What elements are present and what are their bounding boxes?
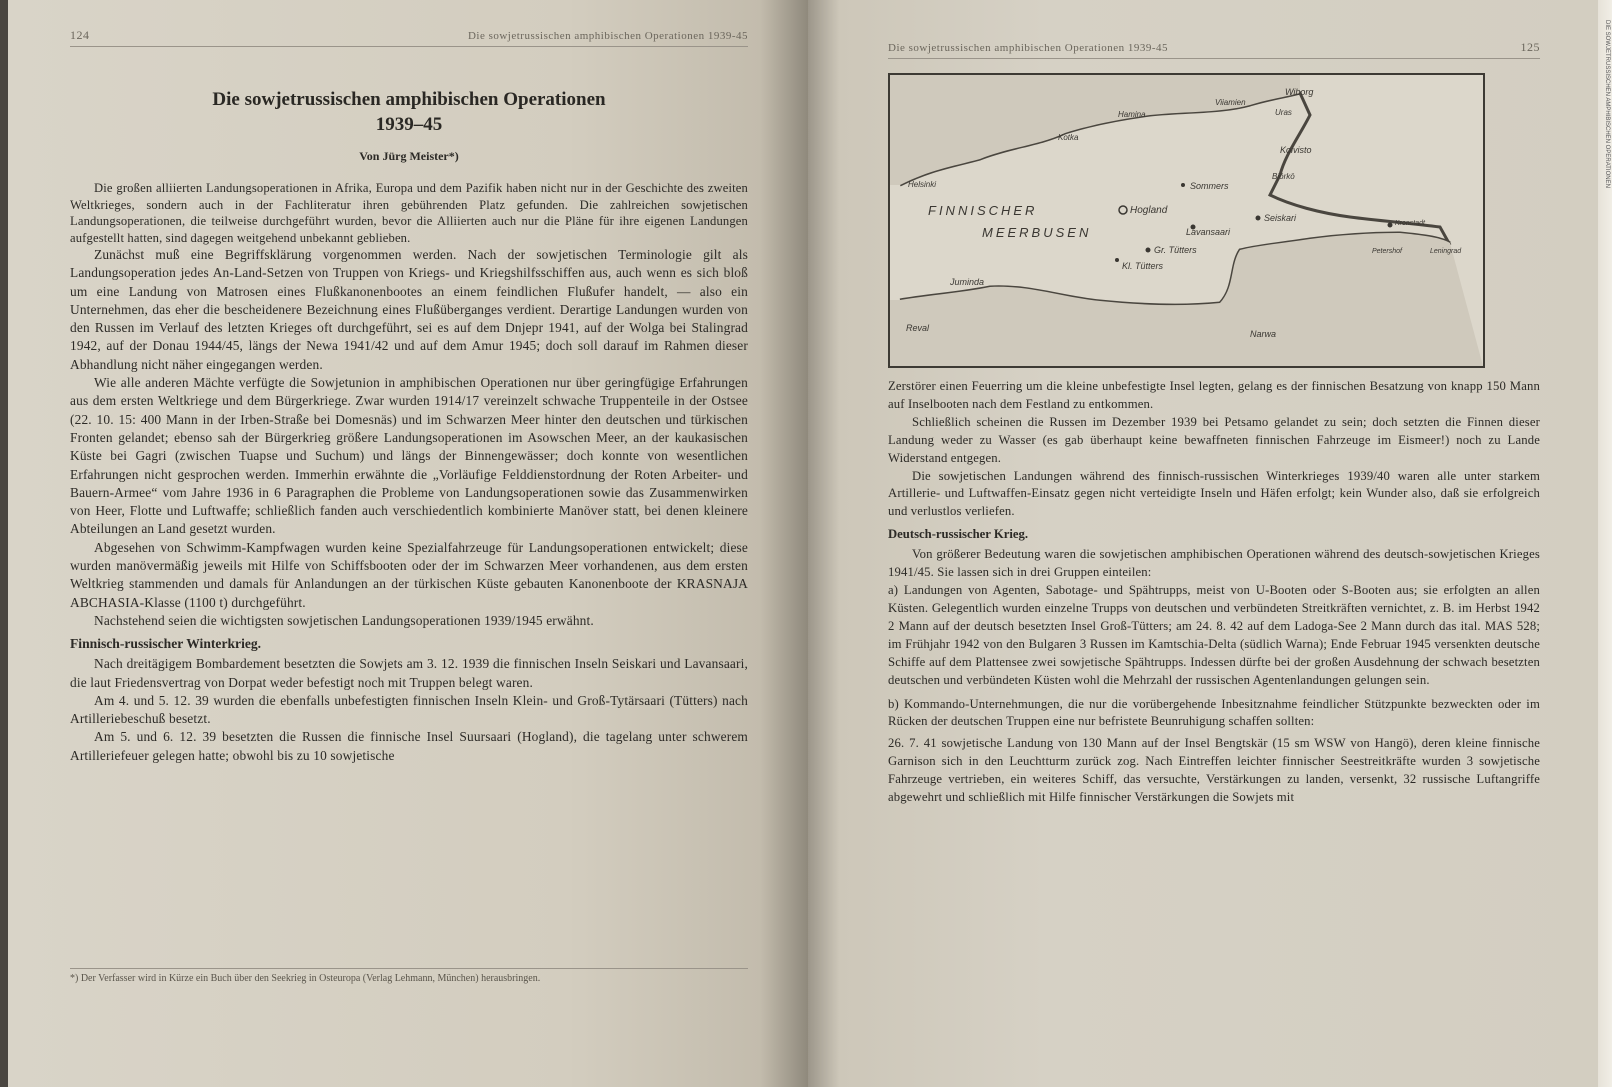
map-place: Reval (906, 323, 930, 333)
map-place: Hamina (1118, 110, 1146, 119)
map-sea-label-2: MEERBUSEN (982, 225, 1092, 240)
map-island (1181, 183, 1185, 187)
map-place: Kotka (1058, 133, 1079, 142)
map-place: Kl. Tütters (1122, 261, 1164, 271)
right-running-head (888, 40, 1540, 59)
footnote: *) Der Verfasser wird in Kürze ein Buch über den Seekrieg in Osteuropa (Verlag Lehmann, München) herausbringen. (70, 968, 748, 984)
map-place: Kronstadt (1395, 220, 1425, 227)
paragraph: Am 4. und 5. 12. 39 wurden die ebenfalls unbefestigten finnischen Inseln Klein- und Groß-Tytärsaari (Tütters) nach Artilleriebeschuß besetzt. (70, 692, 748, 727)
map-island (1115, 258, 1119, 262)
paragraph: Von größerer Bedeutung waren die sowjetischen amphibischen Operationen während des deutsch-sowjetischen Krieges 1941/45. Sie lassen sich in drei Gruppen einteilen: (888, 547, 1540, 580)
map-place: Juminda (950, 277, 985, 287)
map-place: Narwa (1250, 329, 1277, 339)
section-heading: Finnisch-russischer Winterkrieg. (70, 636, 262, 652)
map-place: Wiborg (1285, 87, 1314, 97)
paragraph: Abgesehen von Schwimm-Kampfwagen wurden keine Spezialfahrzeuge für Landungsoperationen entwickelt; diese wurden manövermäßig jeweils mit Hilfe von Schiffsbooten oder der im Schwarzen Meer vorhandenen, aus dem ersten Weltkrieg stammenden und damals für Anlandungen an der türkischen Küste gebauten Kanonenboote der KRASNAJA ABCHASIA-Klasse (1100 t) durchgeführt. (70, 539, 748, 610)
map-place: Viiamien (1215, 98, 1246, 107)
paragraph: Zerstörer einen Feuerring um die kleine unbefestigte Insel legten, gelang es der finnischen Besatzung von knapp 150 Mann auf Inselbooten nach dem Festland zu entkommen. (888, 379, 1540, 411)
article-title-years: 1939–45 (375, 114, 443, 135)
map-sea-label-1: FINNISCHER (928, 203, 1038, 218)
page-edge (1598, 0, 1612, 1087)
article-author: Von Jürg Meister*) (359, 149, 459, 163)
map-place: Helsinki (908, 180, 937, 189)
map-place: Lavansaari (1186, 227, 1231, 237)
edge-label: DIE SOWJETRUSSISCHEN AMPHIBISCHEN OPERATIONEN (1604, 20, 1610, 188)
map-place: Seiskari (1264, 213, 1297, 223)
left-running-head-text: Die sowjetrussischen amphibischen Operationen 1939-45 (467, 30, 748, 42)
left-page-number: 124 (70, 28, 90, 42)
article-title (70, 87, 748, 137)
map-place: Gr. Tütters (1154, 245, 1197, 255)
right-page (808, 0, 1598, 1087)
paragraph: Die sowjetischen Landungen während des finnisch-russischen Winterkrieges 1939/40 waren alle unter starkem Artillerie- und Luftwaffen-Einsatz gegen nicht verteidigte Inseln und Häfen erfolgt; kein Wunder also, daß sie erfolgreich und verlustlos verliefen. (888, 468, 1540, 519)
map-island (1146, 248, 1151, 253)
map-drawing (890, 75, 1483, 366)
paragraph: Zunächst muß eine Begriffsklärung vorgenommen werden. Nach der sowjetischen Terminologie gilt als Landungsoperation jedes An-Land-Setzen von Truppen von Kriegs- und Kriegshilfsschiffen aus, auch wenn es sich bloß um eine Landung von Matrosen eines Flußkanonenbootes an einem feindlichen Flußufer handelt, — also ein Unternehmen, das eher die bescheidenere Bezeichnung eines Flußüberganges verdient. Derartige Landungen wurden von den Russen im Verlauf des letzten Krieges oft durchgeführt, sei es auf dem Dnjepr 1941, auf der Wolga bei Stalingrad 1942, auf der Donau 1944/45, längs der Newa 1941/42 und auf dem Amur 1945; doch soll darauf im Rahmen dieser Abhandlung nicht näher eingegangen werden. (70, 247, 748, 372)
map-place: Koivisto (1280, 145, 1312, 155)
paragraph: Nach dreitägigem Bombardement besetzten die Sowjets am 3. 12. 1939 die finnischen Inseln Seiskari und Lavansaari, die laut Friedensvertrag von Dorpat weder befestigt noch mit Truppen belegt waren. (70, 656, 748, 690)
paragraph: Wie alle anderen Mächte verfügte die Sowjetunion in amphibischen Operationen nur über geringfügige Erfahrungen aus dem ersten Weltkriege und dem Bürgerkriege. Zwar wurden 1914/17 vereinzelt schwache Truppenteile in der Ostsee (22. 10. 15: 400 Mann in der Irben-Straße bei Domesnäs) und im Schwarzen Meer hinter den deutschen und türkischen Fronten gelandet; ebenso sah der Bürgerkrieg größere Landungsoperationen im Asowschen Meer, an der kaukasischen Küste bei Gagri (zwischen Tuapse und Suchum) und längs der Binnengewässer; doch konnte von wesentlichen Erfahrungen nicht gesprochen werden. Immerhin erwähnte die „Vorläufige Felddienstordnung der Roten Arbeiter- und Bauern-Armee“ vom Jahre 1936 in 6 Paragraphen die Probleme von Landungsoperationen sowie das Zusammenwirken von Heer, Flotte und Luftwaffe; schließlich fanden auch verschiedentlich kombinierte Manöver statt, bei denen kleinere Abteilungen an Land gesetzt wurden. (70, 375, 748, 537)
paragraph: Schließlich scheinen die Russen im Dezember 1939 bei Petsamo gelandet zu sein; doch setzten die Finnen dieser Landung weder zu Wasser (es gab überhaupt keine bewaffneten finnischen Fahrzeuge im Eismeer!) noch zu Lande Widerstand entgegen. (888, 414, 1540, 465)
paragraph: a) Landungen von Agenten, Sabotage- und Spähtrupps, meist von U-Booten oder S-Booten aus; sie erfolgten an allen Küsten. Gelegentlich wurden einzelne Trupps von deutschen und verbündeten Streitkräften vernichtet, z. B. im Herbst 1942 2 Mann auf der deutsch besetzten Insel Groß-Tütters; am 24. 8. 42 auf dem Ladoga-See 2 Mann durch das ital. MAS 528; im Frühjahr 1942 von den Bulgaren 3 Russen im Kamtschia-Delta (südlich Warna); Ende Februar 1945 versenkten deutsche Schiffe auf dem Plattensee zwei sowjetische Spähtrupps. Indessen dürfte bei der großen Ausdehnung der schwach besetzten deutschen und verbündeten Küsten wohl die Mehrzahl der russischen Agentenlandungen gelungen sein. (888, 583, 1540, 687)
paragraph: Am 5. und 6. 12. 39 besetzten die Russen die finnische Insel Suursaari (Hogland), die tagelang unter schwerem Artilleriefeuer gelegen hatte; obwohl bis zu 10 sowjetische (70, 729, 748, 763)
right-running-head-text: Die sowjetrussischen amphibischen Operationen 1939-45 (888, 42, 1169, 54)
paragraph: 26. 7. 41 sowjetische Landung von 130 Mann auf der Insel Bengtskär (15 sm WSW von Hangö), deren kleine finnische Garnison sich in den Leuchtturm zurück zog. Nach Eintreffen leichter finnischer Seestreitkräfte wurden 3 sowjetische Fahrzeuge vertrieben, ein weiteres Schiff, das versuchte, Verstärkungen zu landen, versenkt, 32 russische Luftangriffe abgewehrt und schließlich mit Hilfe finnischer Verstärkungen die Sowjets mit (888, 736, 1540, 805)
map-place: Leningrad (1430, 248, 1462, 255)
paragraph: Nachstehend seien die wichtigsten sowjetischen Landungsoperationen 1939/1945 erwähnt. (94, 612, 594, 628)
map-place: Björkö (1272, 172, 1295, 181)
gulf-of-finland-map (888, 73, 1485, 368)
article-title-main: Die sowjetrussischen amphibischen Operationen (212, 89, 606, 110)
right-page-number: 125 (1520, 40, 1540, 54)
map-island (1256, 216, 1261, 221)
map-island (1388, 223, 1393, 228)
map-place: Petershof (1372, 248, 1402, 255)
map-island (1119, 206, 1127, 214)
paragraph: b) Kommando-Unternehmungen, die nur die vorübergehende Inbesitznahme feindlicher Stützpunkte bezweckten oder im Rücken der deutschen Truppen eine nur befristete Beunruhigung schaffen sollten: (888, 696, 1540, 729)
left-page (8, 0, 808, 1087)
left-running-head (70, 28, 748, 47)
map-north-land-shade (890, 75, 1300, 185)
paragraph: Die großen alliierten Landungsoperationen in Afrika, Europa und dem Pazifik haben nicht nur in der Geschichte des zweiten Weltkrieges, sondern auch in der Fachliteratur ihren gebührenden Platz gefunden. Die zahlreichen sowjetischen Landungsoperationen, die teilweise durchgeführt wurden, bevor die Alliierten auch nur die Pläne für ihre eigenen Landungen aufgestellt hatten, sind dagegen weitgehend unbekannt geblieben. (70, 181, 748, 245)
map-place: Sommers (1190, 181, 1229, 191)
map-place: Uras (1275, 108, 1292, 117)
section-heading: Deutsch-russischer Krieg. (888, 527, 1029, 542)
map-place: Hogland (1130, 205, 1168, 216)
